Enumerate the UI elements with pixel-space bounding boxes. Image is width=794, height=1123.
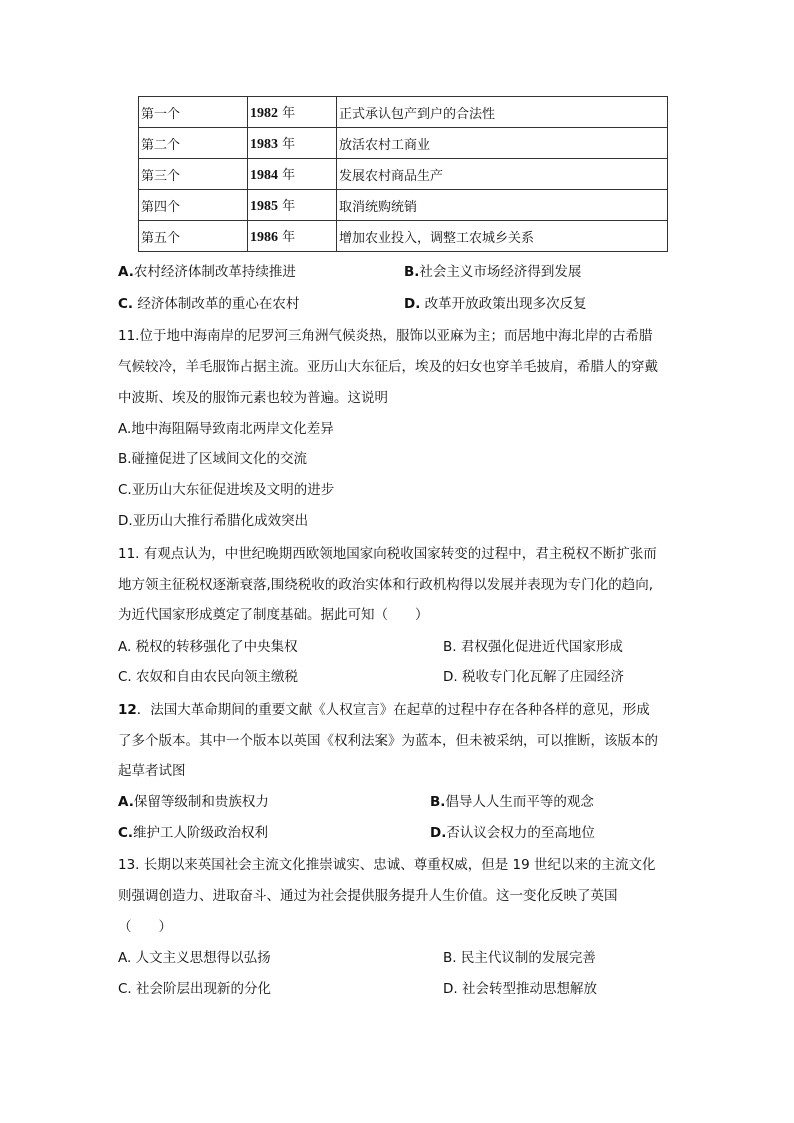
q11a-option-b: B.碰撞促进了区域间文化的交流	[118, 451, 308, 467]
q12-option-b	[430, 792, 594, 812]
table-cell-year	[248, 190, 337, 221]
year-unit: 年	[282, 168, 296, 183]
option-letter: D.	[430, 825, 447, 841]
q11a-option-c: C.亚历山大东征促进埃及文明的进步	[118, 482, 335, 498]
table-row	[139, 159, 668, 190]
table-cell-content: 正式承认包产到户的合法性	[337, 97, 668, 128]
q11a-stem-line-3: 中波斯、埃及的服饰元素也较为普遍。这说明	[118, 390, 388, 406]
q13-option-a: A. 人文主义思想得以弘扬	[118, 950, 271, 966]
q11b-stem-line-3: 为近代国家形成奠定了制度基础。据此可知（ ）	[118, 607, 429, 623]
year-value: 1984	[250, 168, 278, 183]
q11b-stem-line-1: 11. 有观点认为，中世纪晚期西欧领地国家向税收国家转变的过程中，君主税权不断扩张而	[118, 546, 657, 562]
table-cell-order: 第四个	[139, 190, 248, 221]
q10-option-b	[404, 262, 581, 282]
table-cell-year	[248, 128, 337, 159]
table-cell-content: 发展农村商品生产	[337, 159, 668, 190]
reform-documents-table	[138, 96, 668, 252]
q11a-stem-line-2: 气候较冷，羊毛服饰占据主流。亚历山大东征后，埃及的妇女也穿羊毛披肩，希腊人的穿戴	[118, 359, 658, 375]
option-letter: C.	[118, 825, 134, 841]
q13-option-d: D. 社会转型推动思想解放	[443, 981, 597, 997]
year-unit: 年	[282, 199, 296, 214]
q13-option-b: B. 民主代议制的发展完善	[443, 950, 596, 966]
year-value: 1986	[250, 230, 278, 245]
table-row	[139, 190, 668, 221]
table-cell-order: 第三个	[139, 159, 248, 190]
q11b-option-a: A. 税权的转移强化了中央集权	[118, 639, 298, 655]
year-value: 1985	[250, 199, 278, 214]
table-row	[139, 128, 668, 159]
q11a-option-d: D.亚历山大推行希腊化成效突出	[118, 513, 309, 529]
q11b-option-d: D. 税收专门化瓦解了庄园经济	[443, 669, 624, 685]
q12-stem-line-1	[118, 700, 650, 720]
q12-option-c	[118, 823, 268, 843]
table-cell-content: 取消统购统销	[337, 190, 668, 221]
q12-stem-line-2: 了多个版本。其中一个版本以英国《权利法案》为蓝本，但未被采纳，可以推断，该版本的	[118, 733, 658, 749]
option-text: 否认议会权力的至高地位	[446, 825, 595, 841]
option-letter: A.	[118, 794, 134, 810]
table-cell-year	[248, 221, 337, 252]
table-cell-order: 第二个	[139, 128, 248, 159]
q12-option-d	[430, 823, 595, 843]
year-unit: 年	[282, 137, 296, 152]
q10-option-c	[118, 294, 299, 314]
option-text: 维护工人阶级政治权利	[133, 825, 269, 841]
option-text: 改革开放政策出现多次反复	[420, 296, 587, 312]
option-letter: B.	[430, 794, 446, 810]
q13-stem-line-3: （ ）	[118, 919, 172, 935]
question-number: 12	[118, 702, 137, 718]
table-cell-year	[248, 159, 337, 190]
table-row	[139, 221, 668, 252]
q11b-option-c: C. 农奴和自由农民向领主缴税	[118, 669, 299, 685]
q13-option-c: C. 社会阶层出现新的分化	[118, 981, 272, 997]
q12-stem-text: ．法国大革命期间的重要文献《人权宣言》在起草的过程中存在各种各样的意见，形成	[136, 702, 650, 718]
year-unit: 年	[282, 106, 296, 121]
q12-stem-line-3: 起草者试图	[118, 763, 186, 779]
option-text: 保留等级制和贵族权力	[133, 794, 269, 810]
option-letter: C.	[118, 296, 134, 312]
option-letter: B.	[404, 264, 420, 280]
year-value: 1982	[250, 106, 278, 121]
year-value: 1983	[250, 137, 278, 152]
q11a-stem-line-1: 11.位于地中海南岸的尼罗河三角洲气候炎热，服饰以亚麻为主；而居地中海北岸的古希腊	[118, 328, 653, 344]
q10-option-a	[118, 262, 296, 282]
q13-stem-line-2: 则强调创造力、进取奋斗、通过为社会提供服务提升人生价值。这一变化反映了英国	[118, 888, 618, 904]
q11b-option-b: B. 君权强化促进近代国家形成	[443, 639, 623, 655]
q10-option-d	[404, 294, 587, 314]
table-cell-year	[248, 97, 337, 128]
table-cell-order: 第一个	[139, 97, 248, 128]
option-letter: A.	[118, 264, 134, 280]
table-cell-content: 放活农村工商业	[337, 128, 668, 159]
option-text: 经济体制改革的重心在农村	[133, 296, 300, 312]
option-text: 农村经济体制改革持续推进	[133, 264, 296, 280]
q11a-option-a: A.地中海阻隔导致南北两岸文化差异	[118, 421, 334, 437]
table-cell-content: 增加农业投入，调整工农城乡关系	[337, 221, 668, 252]
option-letter: D.	[404, 296, 421, 312]
table-cell-order: 第五个	[139, 221, 248, 252]
option-text: 社会主义市场经济得到发展	[419, 264, 582, 280]
year-unit: 年	[282, 230, 296, 245]
q11b-stem-line-2: 地方领主征税权逐渐衰落,围绕税收的政治实体和行政机构得以发展并表现为专门化的趋向,	[118, 577, 654, 593]
table-row	[139, 97, 668, 128]
q12-option-a	[118, 792, 269, 812]
option-text: 倡导人人生而平等的观念	[445, 794, 594, 810]
q13-stem-line-1: 13. 长期以来英国社会主流文化推崇诚实、忠诚、尊重权威，但是 19 世纪以来的主流文化	[118, 857, 656, 873]
